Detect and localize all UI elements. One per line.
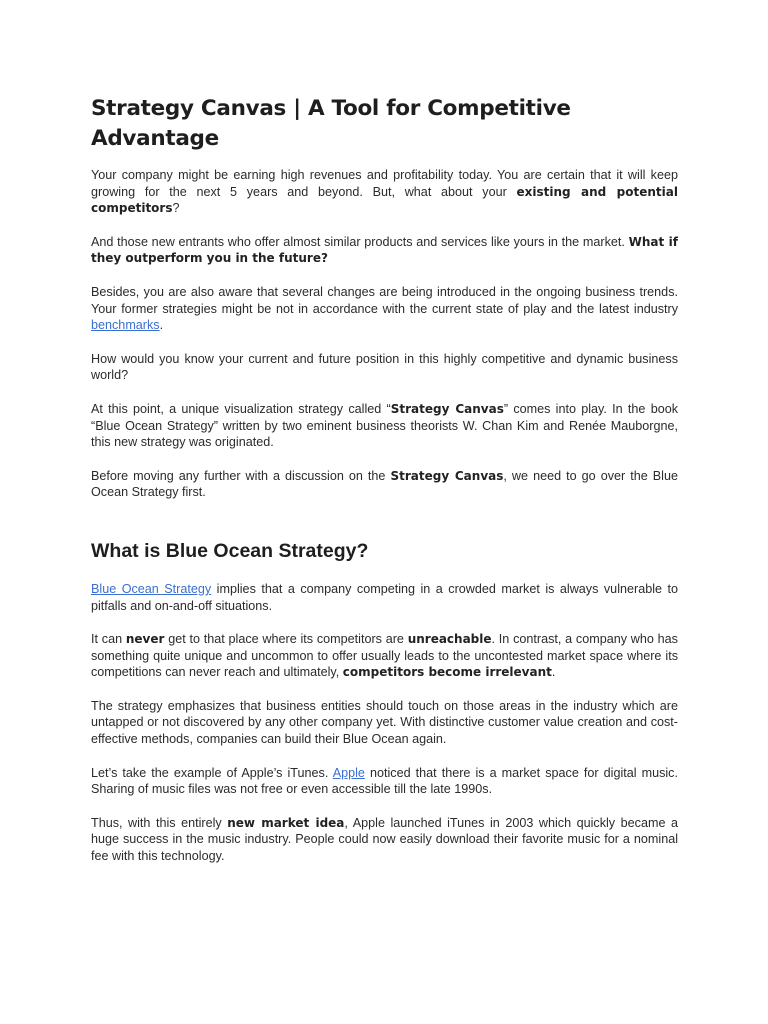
emphasis-text: never <box>125 632 165 647</box>
paragraph-before-moving <box>91 468 678 501</box>
emphasis-text: Strategy Canvas <box>390 468 504 483</box>
text: get to that place where its competitors are <box>164 632 408 647</box>
text: . <box>551 665 556 680</box>
page-title: Strategy Canvas | A Tool for Competitive Advantage <box>91 96 571 151</box>
text: Thus, with this entirely <box>91 815 228 830</box>
paragraph-untapped-areas <box>91 698 678 748</box>
text: Before moving any further with a discussion on the <box>91 468 391 483</box>
text: Let’s take the example of Apple’s iTunes. <box>91 765 333 780</box>
text: ? <box>172 201 180 216</box>
paragraph-itunes-example <box>91 765 678 798</box>
paragraph-strategy-canvas-intro <box>91 401 678 451</box>
text: It can <box>91 632 126 647</box>
text: , Apple launched iTunes in 2003 which quickly became a huge success in the music industry. People could now easily download their favorite music for a nominal fee with this technology. <box>91 815 678 864</box>
paragraph-changes <box>91 284 678 334</box>
text: Your company might be earning high revenues and profitability today. You are certain that it will keep growing for the next 5 years and beyond. But, what about your <box>91 168 678 199</box>
spacer <box>91 518 678 537</box>
text: noticed that there is a market space for digital music. Sharing of music files was not free or even accessible till the late 1990s. <box>91 765 678 797</box>
section-heading: What is Blue Ocean Strategy? <box>91 539 369 562</box>
text: , we need to go over the Blue Ocean Strategy first. <box>91 468 678 500</box>
paragraph-itunes-launch <box>91 815 678 865</box>
emphasis-text: What if they outperform you in the future? <box>91 234 678 266</box>
paragraph-blue-ocean-definition <box>91 581 678 614</box>
blue-ocean-strategy-link[interactable]: Blue Ocean Strategy <box>91 581 212 596</box>
emphasis-text: Strategy Canvas <box>390 401 504 416</box>
document-page <box>91 94 678 882</box>
paragraph-intro <box>91 167 678 217</box>
benchmarks-link[interactable]: benchmarks <box>91 318 160 333</box>
emphasis-text: existing and potential competitors <box>91 184 678 216</box>
text: . <box>159 318 164 333</box>
text: implies that a company competing in a crowded market is always vulnerable to pitfalls and on-and-off situations. <box>91 581 678 613</box>
emphasis-text: new market idea <box>227 815 345 830</box>
text: ” comes into play. In the book “Blue Ocean Strategy” written by two eminent business theorists W. Chan Kim and Renée Mauborgne, this new strategy was originated. <box>91 401 678 450</box>
text: And those new entrants who offer almost similar products and services like yours in the market. <box>91 234 629 249</box>
paragraph-position-question <box>91 351 678 384</box>
text: The strategy emphasizes that business entities should touch on those areas in the industry which are untapped or not discovered by any other company yet. With distinctive customer value creation and cost-effective methods, companies can build their Blue Ocean again. <box>91 698 678 747</box>
text: How would you know your current and future position in this highly competitive and dynamic business world? <box>91 351 678 383</box>
text: . In contrast, a company who has something quite unique and uncommon to offer usually leads to the uncontested market space where its competitions can never reach and ultimately, <box>91 632 678 680</box>
emphasis-text: competitors become irrelevant <box>342 665 552 680</box>
paragraph-new-entrants <box>91 234 678 267</box>
paragraph-never-reach <box>91 631 678 681</box>
emphasis-text: unreachable <box>407 632 492 647</box>
apple-link[interactable]: Apple <box>332 765 365 780</box>
text: Besides, you are also aware that several changes are being introduced in the ongoing business trends. Your former strategies might be not in accordance with the current state of play and the latest industry <box>91 284 678 316</box>
text: At this point, a unique visualization strategy called “ <box>91 401 391 416</box>
